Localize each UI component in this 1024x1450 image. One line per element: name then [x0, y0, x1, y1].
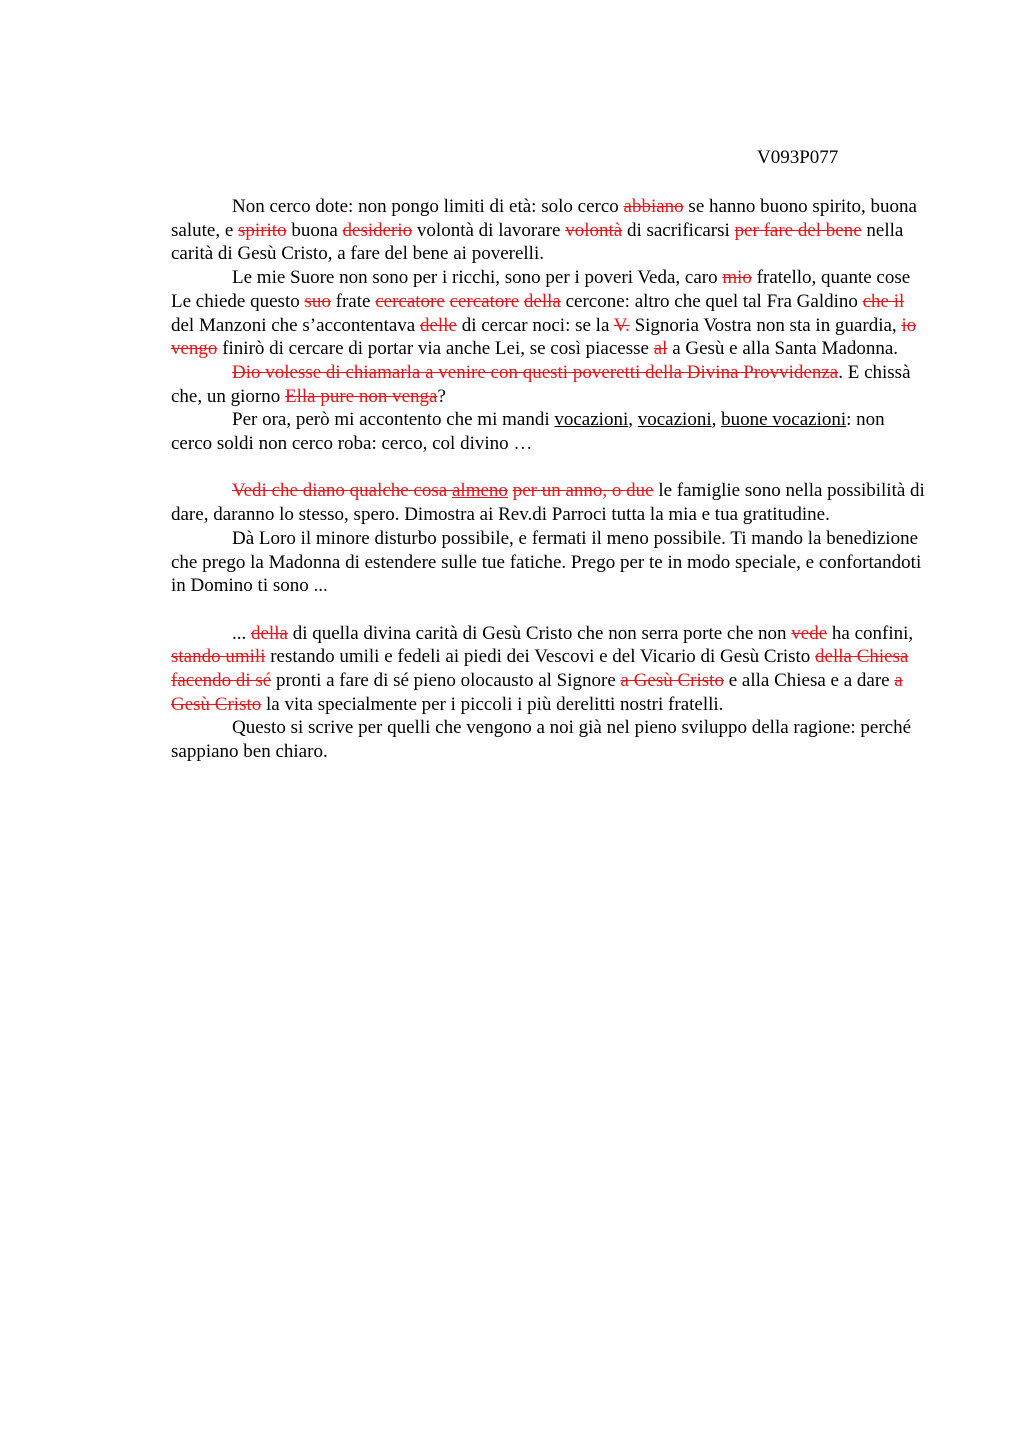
- deleted-text: al: [653, 338, 668, 360]
- paragraph-5: [171, 479, 929, 526]
- deleted-text: a Gesù Cristo: [171, 670, 903, 715]
- deleted-text: V.: [613, 314, 630, 336]
- deleted-text: Dio volesse di chiamarla a venire con questi poveretti della Divina Provvidenza: [232, 361, 839, 383]
- text-run: pronti a fare di sé pieno olocausto al Signore: [271, 670, 621, 692]
- text-run: volontà di lavorare: [412, 219, 566, 241]
- paragraph-3: [171, 361, 929, 408]
- text-run: ha confini,: [827, 622, 914, 644]
- text-run: ...: [232, 622, 251, 644]
- deleted-text: delle: [420, 314, 457, 336]
- text-run: buona: [286, 219, 343, 241]
- paragraph-2: [171, 266, 929, 361]
- blank-line: [171, 456, 929, 480]
- deleted-text: a Gesù Cristo: [620, 670, 724, 692]
- text-run: di cercar noci: se la: [456, 314, 614, 336]
- text-run: del Manzoni che s’accontentava: [171, 314, 420, 336]
- blank-line: [171, 598, 929, 622]
- text-run: le famiglie sono nella possibilità di dare, daranno lo stesso, spero. Dimostra ai Rev.di Parroci tutta la mia e tua gratitudine.: [171, 480, 925, 526]
- text-run: la vita specialmente per i piccoli i più derelitti nostri fratelli.: [261, 693, 724, 715]
- deleted-text: Ella pure non venga: [284, 385, 438, 407]
- text-run: nella carità di Gesù Cristo, a fare del bene ai poverelli.: [171, 219, 904, 265]
- text-run: Dà Loro il minore disturbo possibile, e fermati il meno possibile. Ti mando la benedizione che prego la Madonna di estendere sulle tue fatiche. Prego per te in modo speciale, e confortandoti in Domino ti sono ...: [171, 527, 922, 597]
- deleted-text: cercatore: [375, 290, 445, 312]
- text-run: a Gesù e alla Santa Madonna.: [667, 338, 898, 360]
- text-run: Per ora, però mi accontento che mi mandi: [232, 409, 555, 431]
- text-run: e alla Chiesa e a dare: [723, 670, 895, 692]
- text-run: : non cerco soldi non cerco roba: cerco, col divino …: [171, 409, 885, 455]
- paragraph-1: [171, 195, 929, 266]
- paragraph-4: [171, 408, 929, 455]
- underlined-text: buone vocazioni: [721, 409, 847, 431]
- deleted-underlined-text: almeno: [452, 480, 508, 502]
- text-run: Non cerco dote: non pongo limiti di età: solo cerco: [232, 196, 624, 217]
- text-run: ,: [711, 409, 722, 431]
- text-run: finirò di cercare di portar via anche Lei, se così piacesse: [217, 338, 654, 360]
- deleted-text: vede: [791, 622, 828, 644]
- underlined-text: vocazioni: [637, 409, 712, 431]
- deleted-text: volontà: [565, 219, 623, 241]
- text-run: di quella divina carità di Gesù Cristo che non serra porte che non: [287, 622, 792, 644]
- deleted-text: io vengo: [171, 314, 917, 360]
- deleted-text: facendo di sé: [171, 670, 272, 692]
- deleted-text: stando umili: [171, 646, 266, 668]
- text-run: . E chissà che, un giorno: [171, 361, 911, 407]
- deleted-text: suo: [304, 290, 331, 312]
- deleted-text: della Chiesa: [815, 646, 909, 668]
- paragraph-7: [171, 622, 929, 717]
- text-run: se hanno buono spirito, buona salute, e: [171, 196, 917, 241]
- text-run: ,: [628, 409, 638, 431]
- document-body: [171, 195, 929, 764]
- deleted-text: della: [523, 290, 561, 312]
- text-run: frate: [330, 290, 376, 312]
- deleted-text: che il: [862, 290, 905, 312]
- text-run: restando umili e fedeli ai piedi dei Vescovi e del Vicario di Gesù Cristo: [265, 646, 816, 668]
- document-code: V093P077: [757, 147, 839, 168]
- text-run: fratello, quante cose Le chiede questo: [171, 267, 911, 312]
- text-run: Questo si scrive per quelli che vengono a noi già nel pieno sviluppo della ragione: perché sappiano ben chiaro.: [171, 717, 912, 763]
- deleted-text: desiderio: [342, 219, 413, 241]
- deleted-text: cercatore: [449, 290, 520, 312]
- paragraph-8: [171, 716, 929, 763]
- deleted-text: mio: [722, 267, 752, 289]
- deleted-text: Vedi che diano qualche cosa: [232, 480, 452, 502]
- deleted-text: abbiano: [623, 196, 684, 217]
- text-run: di sacrificarsi: [622, 219, 735, 241]
- text-run: Signoria Vostra non sta in guardia,: [629, 314, 902, 336]
- deleted-text: della: [251, 622, 288, 644]
- deleted-text: spirito: [238, 219, 287, 241]
- paragraph-6: [171, 527, 929, 598]
- deleted-text: per fare del bene: [734, 219, 862, 241]
- deleted-text: per un anno, o due: [512, 480, 654, 502]
- underlined-text: vocazioni: [554, 409, 629, 431]
- text-run: cercone: altro che quel tal Fra Galdino: [560, 290, 863, 312]
- text-run: Le mie Suore non sono per i ricchi, sono per i poveri Veda, caro: [232, 267, 723, 289]
- text-run: ?: [437, 385, 446, 407]
